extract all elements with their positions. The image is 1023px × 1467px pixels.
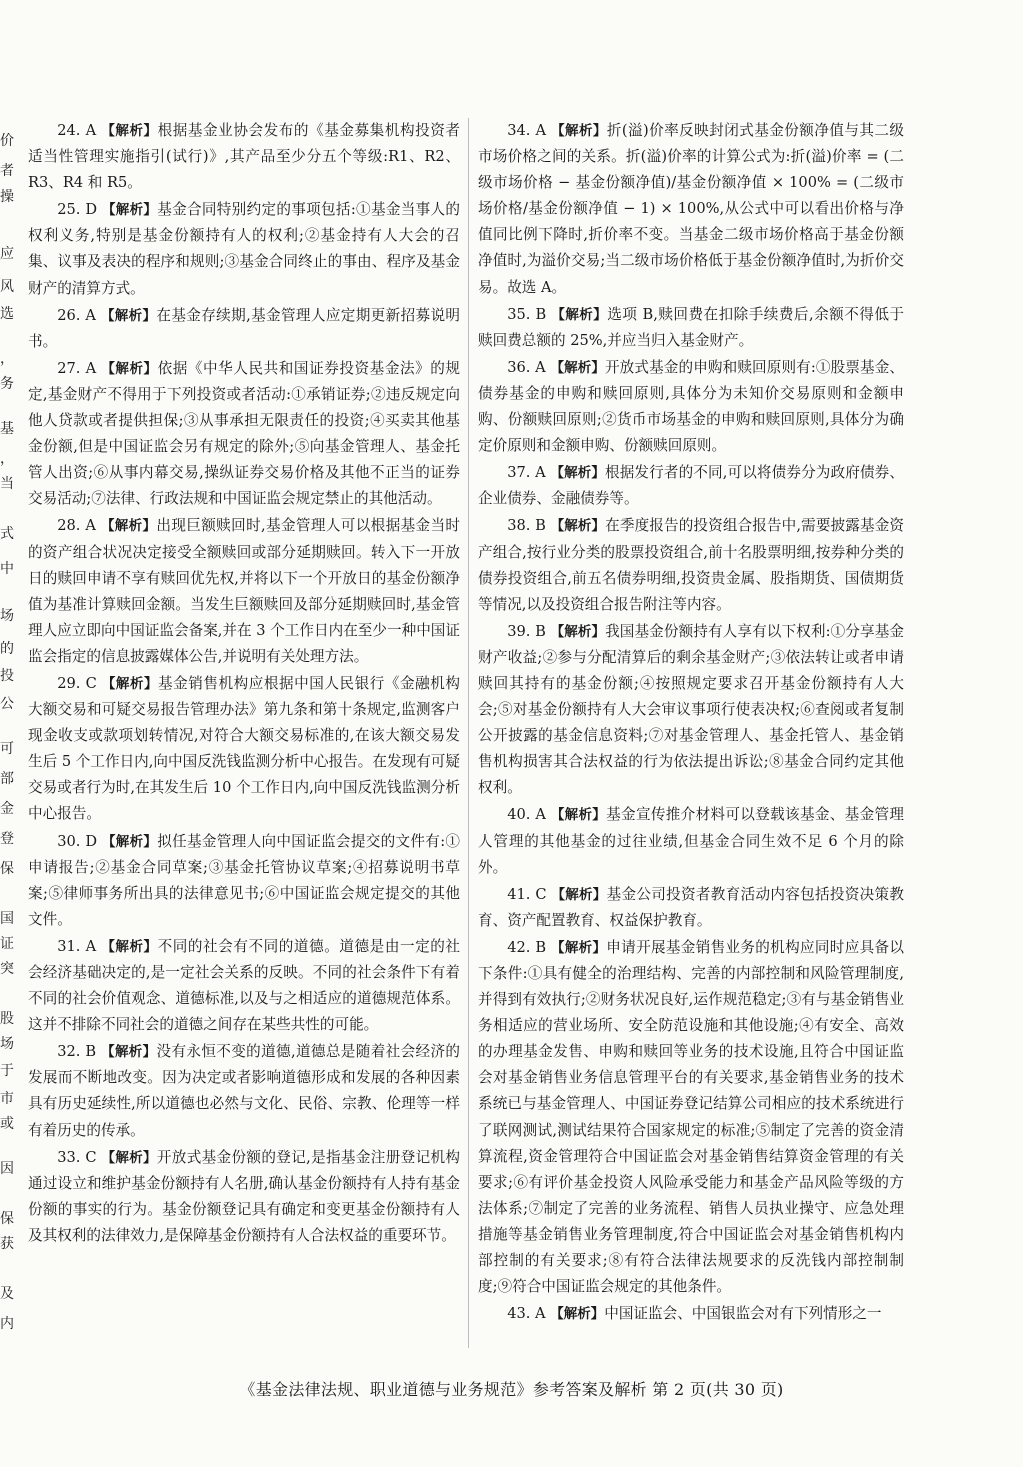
edge-fragment: 当 (0, 476, 14, 492)
answer-entry (28, 303, 460, 355)
edge-fragment: 证 (0, 936, 14, 952)
analysis-text: 基金宣传推介材料可以登载该基金、基金管理人管理的其他基金的过往业绩,但基金合同生效不足 6 个月的除外。 (478, 806, 904, 876)
analysis-text: 基金合同特别约定的事项包括:①基金当事人的权利义务,特别是基金份额持有人的权利;②基金持有人大会的召集、议事及表决的程序和规则;③基金合同终止的事由、程序及基金财产的清算方式。 (28, 201, 461, 297)
answer-number: 26. A (57, 306, 96, 324)
column-divider (468, 118, 469, 1348)
analysis-text: 根据基金业协会发布的《基金募集机构投资者适当性管理实施指引(试行)》,其产品至少分五个等级:R1、R2、R3、R4 和 R5。 (28, 122, 461, 192)
analysis-text: 拟任基金管理人向中国证监会提交的文件有:①申请报告;②基金合同草案;③基金托管协议草案;④招募说明书草案;⑤律师事务所出具的法律意见书;⑥中国证监会规定提交的其他文件。 (28, 832, 461, 928)
edge-fragment: 保 (0, 1211, 14, 1227)
answer-entry (28, 356, 460, 513)
edge-fragment: 操 (0, 189, 14, 205)
analysis-tag: 【解析】 (101, 938, 158, 955)
analysis-tag: 【解析】 (550, 623, 606, 640)
analysis-text: 中国证监会、中国银监会对有下列情形之一 (604, 1305, 882, 1323)
edge-fragment: 金 (0, 801, 14, 817)
analysis-text: 开放式基金份额的登记,是指基金注册登记机构通过设立和维护基金份额持有人名册,确认基金份额持有人持有基金份额的事实的行为。基金份额登记具有确定和变更基金份额持有人及其权利的法律效力,是保障基金份额持有人合法权益的重要环节。 (28, 1148, 461, 1244)
edge-fragment: 或 (0, 1116, 14, 1132)
edge-fragment: 于 (0, 1063, 14, 1079)
analysis-tag: 【解析】 (551, 939, 607, 956)
answer-number: 38. B (507, 517, 546, 535)
page-footer: 《基金法律法规、职业道德与业务规范》参考答案及解析 第 2 页(共 30 页) (239, 1380, 784, 1399)
answer-number: 33. C (57, 1148, 97, 1166)
analysis-tag: 【解析】 (101, 1149, 157, 1166)
answer-entry (478, 118, 904, 301)
analysis-text: 在季度报告的投资组合报告中,需要披露基金资产组合,按行业分类的股票投资组合,前十名股票明细,按券种分类的债券投资组合,前五名债券明细,投资贵金属、股指期货、国债期货等情况,以及投资组合报告附注等内容。 (478, 517, 905, 613)
answer-entry (28, 829, 460, 933)
answer-entry (478, 355, 904, 459)
edge-fragment: 市 (0, 1091, 14, 1107)
answer-number: 29. C (57, 674, 97, 692)
answer-entry (478, 619, 904, 802)
edge-fragment: 内 (0, 1316, 14, 1332)
answer-number: 24. A (57, 122, 97, 139)
edge-fragment: 者 (0, 163, 14, 179)
edge-fragment: 因 (0, 1161, 14, 1177)
edge-fragment: 基 (0, 421, 14, 437)
answer-number: 43. A (507, 1305, 546, 1323)
answer-entry (478, 935, 904, 1300)
edge-fragment: 突 (0, 961, 14, 977)
edge-fragment: 投 (0, 668, 14, 684)
answer-entry (28, 513, 460, 670)
edge-fragment: 选 (0, 306, 14, 322)
answer-number: 25. D (57, 201, 98, 219)
analysis-text: 开放式基金的申购和赎回原则有:①股票基金、债券基金的申购和赎回原则,具体分为未知价交易原则和金额申购、份额赎回原则;②货币市场基金的申购和赎回原则,具体分为确定价原则和金额申购、份额赎回原则。 (478, 358, 905, 455)
analysis-tag: 【解析】 (550, 465, 605, 482)
analysis-tag: 【解析】 (551, 886, 607, 903)
answer-entry (28, 118, 460, 196)
left-column (28, 118, 460, 1250)
answer-number: 41. C (507, 885, 547, 903)
edge-fragment: 风 (0, 279, 14, 295)
edge-fragment: 国 (0, 911, 14, 927)
analysis-tag: 【解析】 (551, 123, 607, 139)
edge-fragment: 登 (0, 831, 14, 847)
analysis-text: 没有永恒不变的道德,道德总是随着社会经济的发展而不断地改变。因为决定或者影响道德形成和发展的各种因素具有历史延续性,所以道德也必然与文化、民俗、宗教、伦理等一样有着历史的传承。 (28, 1043, 461, 1139)
edge-fragment: 获 (0, 1236, 14, 1252)
edge-fragment: 股 (0, 1011, 14, 1027)
edge-fragment: 及 (0, 1286, 14, 1302)
edge-fragment: 应 (0, 246, 14, 262)
analysis-tag: 【解析】 (102, 202, 158, 219)
edge-fragment: 保 (0, 861, 14, 877)
answer-entry (478, 882, 904, 934)
answer-number: 37. A (507, 464, 546, 482)
answer-number: 28. A (57, 517, 96, 535)
edge-fragment: ， (0, 351, 14, 367)
answer-number: 30. D (57, 832, 98, 850)
answer-entry (478, 460, 904, 512)
edge-fragment: 务 (0, 376, 14, 392)
analysis-text: 折(溢)价率反映封闭式基金份额净值与其二级市场价格之间的关系。折(溢)价率的计算公式为:折(溢)价率 = (二级市场价格 − 基金份额净值)/基金份额净值 × 100% = (二级市场价格/基金份额净值 − 1) × 100%,从公式中可以看出价格与净值同比例下降时,折价率不变。当基金二级市场价格高于基金份额净值时,为溢价交易;当二级市场价格低于基金份额净值时,为折价交易。故选 A。 (478, 122, 905, 296)
analysis-tag: 【解析】 (101, 360, 158, 377)
edge-fragment: ， (0, 451, 14, 467)
answer-entry (28, 934, 460, 1038)
edge-fragment: 中 (0, 561, 14, 577)
answer-number: 40. A (507, 806, 546, 824)
analysis-tag: 【解析】 (100, 518, 157, 535)
analysis-tag: 【解析】 (100, 307, 157, 324)
edge-fragment: 价 (0, 133, 14, 149)
answer-number: 27. A (57, 359, 97, 377)
edge-fragment: 的 (0, 641, 14, 657)
analysis-text: 基金销售机构应根据中国人民银行《金融机构大额交易和可疑交易报告管理办法》第九条和第十条规定,监测客户现金收支或款项划转情况,对符合大额交易标准的,在该大额交易发生后 5 个工作日内,向中国反洗钱监测分析中心报告。在发现有可疑交易或者行为时,在其发生后 10 个工作日内,向中国反洗钱监测分析中心报告。 (28, 674, 460, 823)
analysis-text: 依据《中华人民共和国证券投资基金法》的规定,基金财产不得用于下列投资或者活动:①承销证券;②违反规定向他人贷款或者提供担保;③从事承担无限责任的投资;④买卖其他基金份额,但是中国证监会另有规定的除外;⑤向基金管理人、基金托管人出资;⑥从事内幕交易,操纵证券交易价格及其他不正当的证券交易活动;⑦法律、行政法规和中国证监会规定禁止的其他活动。 (28, 359, 461, 508)
answer-number: 36. A (507, 358, 546, 376)
answer-entry (478, 1301, 904, 1327)
analysis-tag: 【解析】 (101, 675, 159, 692)
analysis-tag: 【解析】 (550, 518, 606, 535)
analysis-text: 基金公司投资者教育活动内容包括投资决策教育、资产配置教育、权益保护教育。 (478, 885, 905, 929)
analysis-text: 出现巨额赎回时,基金管理人可以根据基金当时的资产组合状况决定接受全额赎回或部分延期赎回。转入下一开放日的赎回申请不享有赎回优先权,并将以下一个开放日的基金份额净值为基准计算赎回金额。当发生巨额赎回及部分延期赎回时,基金管理人应立即向中国证监会备案,并在 3 个工作日内在至少一种中国证监会指定的信息披露媒体公告,并说明有关处理方法。 (28, 517, 461, 665)
answer-number: 35. B (507, 305, 547, 323)
edge-fragment: 公 (0, 696, 14, 712)
edge-fragment: 部 (0, 771, 14, 787)
answer-entry (28, 1039, 460, 1143)
analysis-text: 在基金存续期,基金管理人应定期更新招募说明书。 (28, 306, 461, 350)
analysis-text: 我国基金份额持有人享有以下权利:①分享基金财产收益;②参与分配清算后的剩余基金财产;③依法转让或者申请赎回其持有的基金份额;④按照规定要求召开基金份额持有人大会;⑤对基金份额持有人大会审议事项行使表决权;⑥查阅或者复制公开披露的基金信息资料;⑦对基金管理人、基金托管人、基金销售机构损害其合法权益的行为依法提出诉讼;⑧基金合同约定其他权利。 (478, 622, 905, 797)
answer-entry (28, 197, 460, 301)
edge-fragment: 场 (0, 1036, 14, 1052)
answer-number: 39. B (507, 622, 546, 640)
analysis-tag: 【解析】 (550, 1306, 605, 1323)
answer-entry (478, 802, 904, 880)
edge-fragment: 场 (0, 608, 14, 624)
analysis-tag: 【解析】 (102, 833, 158, 850)
analysis-tag: 【解析】 (551, 306, 608, 323)
answer-number: 31. A (57, 937, 97, 955)
answer-entry (28, 1145, 460, 1249)
analysis-tag: 【解析】 (550, 359, 605, 376)
answer-number: 32. B (57, 1043, 97, 1061)
analysis-text: 根据发行者的不同,可以将债券分为政府债券、企业债券、金融债券等。 (478, 464, 904, 508)
analysis-text: 申请开展基金销售业务的机构应同时应具备以下条件:①具有健全的治理结构、完善的内部控制和风险管理制度,并得到有效执行;②财务状况良好,运作规范稳定;③有与基金销售业务相适应的营业场所、安全防范设施和其他设施;④有安全、高效的办理基金发售、申购和赎回等业务的技术设施,且符合中国证监会对基金销售业务信息管理平台的有关要求,基金销售业务的技术系统已与基金管理人、中国证券登记结算公司相应的技术系统进行了联网测试,测试结果符合国家规定的标准;⑤制定了完善的资金清算流程,资金管理符合中国证监会对基金销售结算资金管理的有关要求;⑥有评价基金投资人风险承受能力和基金产品风险等级的方法体系;⑦制定了完善的业务流程、销售人员执业操守、应急处理措施等基金销售业务管理制度,符合中国证监会对基金销售机构内部控制的有关要求;⑧有符合法律法规要求的反洗钱内部控制制度;⑨符合中国证监会规定的其他条件。 (478, 938, 904, 1296)
analysis-tag: 【解析】 (101, 123, 158, 139)
answer-entry (28, 671, 460, 828)
answer-entry (478, 302, 904, 354)
right-column (478, 118, 904, 1328)
answer-number: 42. B (507, 938, 547, 956)
analysis-text: 选项 B,赎回费在扣除手续费后,余额不得低于赎回费总额的 25%,并应当归入基金财产。 (478, 305, 905, 349)
edge-fragment: 可 (0, 741, 14, 757)
edge-fragment: 式 (0, 526, 14, 542)
analysis-tag: 【解析】 (101, 1044, 157, 1061)
analysis-tag: 【解析】 (550, 807, 607, 824)
answer-number: 34. A (507, 122, 547, 139)
answer-entry (478, 513, 904, 617)
analysis-text: 不同的社会有不同的道德。道德是由一定的社会经济基础决定的,是一定社会关系的反映。不同的社会条件下有着不同的社会价值观念、道德标准,以及与之相适应的道德规范体系。这并不排除不同社会的道德之间存在某些共性的可能。 (28, 937, 461, 1034)
